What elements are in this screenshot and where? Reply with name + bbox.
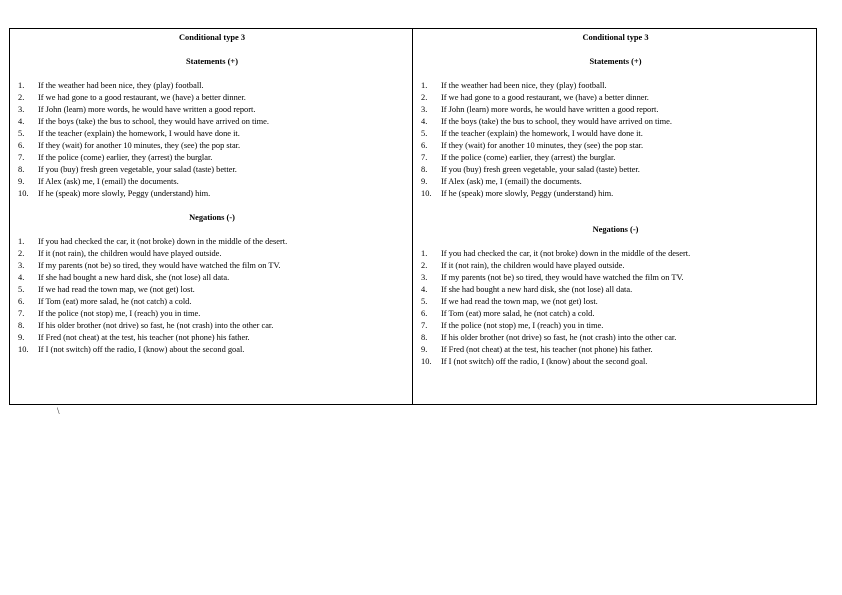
item-text: If we had read the town map, we (not get) lost. bbox=[38, 285, 195, 294]
item-number: 1. bbox=[18, 81, 25, 90]
list-item bbox=[18, 128, 406, 140]
statements-list bbox=[421, 80, 810, 200]
list-item bbox=[18, 296, 406, 308]
item-text: If it (not rain), the children would have played outside. bbox=[38, 249, 222, 258]
list-item bbox=[421, 272, 810, 284]
item-number: 8. bbox=[421, 165, 428, 174]
item-number: 10. bbox=[18, 345, 29, 354]
item-text: If they (wait) for another 10 minutes, they (see) the pop star. bbox=[441, 141, 644, 150]
item-text: If you (buy) fresh green vegetable, your salad (taste) better. bbox=[38, 165, 237, 174]
item-number: 2. bbox=[18, 93, 25, 102]
item-number: 3. bbox=[18, 261, 25, 270]
item-text: If the police (not stop) me, I (reach) you in time. bbox=[38, 309, 201, 318]
item-text: If his older brother (not drive) so fast, he (not crash) into the other car. bbox=[38, 321, 274, 330]
item-text: If Fred (not cheat) at the test, his teacher (not phone) his father. bbox=[38, 333, 250, 342]
list-item bbox=[18, 140, 406, 152]
item-number: 5. bbox=[18, 285, 25, 294]
item-number: 6. bbox=[18, 141, 25, 150]
item-number: 9. bbox=[18, 333, 25, 342]
list-item bbox=[421, 188, 810, 200]
worksheet-column-left bbox=[10, 29, 413, 404]
list-item bbox=[421, 260, 810, 272]
list-item bbox=[18, 188, 406, 200]
item-number: 2. bbox=[421, 93, 428, 102]
item-number: 9. bbox=[421, 177, 428, 186]
item-text: If he (speak) more slowly, Peggy (understand) him. bbox=[441, 189, 614, 198]
list-item bbox=[421, 284, 810, 296]
item-number: 1. bbox=[421, 81, 428, 90]
item-text: If my parents (not be) so tired, they would have watched the film on TV. bbox=[38, 261, 281, 270]
item-text: If I (not switch) off the radio, I (know) about the second goal. bbox=[441, 357, 648, 366]
item-number: 6. bbox=[421, 141, 428, 150]
item-number: 4. bbox=[18, 117, 25, 126]
list-item bbox=[421, 248, 810, 260]
item-text: If the boys (take) the bus to school, they would have arrived on time. bbox=[441, 117, 672, 126]
item-number: 3. bbox=[421, 273, 428, 282]
statements-heading: Statements (+) bbox=[186, 57, 238, 66]
statements-list bbox=[18, 80, 406, 200]
list-item bbox=[421, 164, 810, 176]
list-item bbox=[421, 320, 810, 332]
list-item bbox=[18, 284, 406, 296]
list-item bbox=[421, 308, 810, 320]
item-text: If the police (not stop) me, I (reach) you in time. bbox=[441, 321, 604, 330]
item-text: If he (speak) more slowly, Peggy (understand) him. bbox=[38, 189, 211, 198]
item-text: If John (learn) more words, he would have written a good report. bbox=[441, 105, 659, 114]
list-item bbox=[18, 332, 406, 344]
list-item bbox=[421, 344, 810, 356]
item-text: If John (learn) more words, he would have written a good report. bbox=[38, 105, 256, 114]
list-item bbox=[421, 92, 810, 104]
item-number: 8. bbox=[18, 321, 25, 330]
item-number: 7. bbox=[421, 153, 428, 162]
list-item bbox=[18, 92, 406, 104]
item-number: 4. bbox=[421, 285, 428, 294]
item-text: If Tom (eat) more salad, he (not catch) a cold. bbox=[441, 309, 595, 318]
item-text: If it (not rain), the children would have played outside. bbox=[441, 261, 625, 270]
item-text: If the teacher (explain) the homework, I would have done it. bbox=[441, 129, 643, 138]
list-item bbox=[18, 152, 406, 164]
list-item bbox=[18, 236, 406, 248]
list-item bbox=[421, 356, 810, 368]
item-number: 10. bbox=[18, 189, 29, 198]
item-number: 5. bbox=[421, 129, 428, 138]
item-text: If his older brother (not drive) so fast, he (not crash) into the other car. bbox=[441, 333, 677, 342]
list-item bbox=[18, 176, 406, 188]
item-number: 8. bbox=[18, 165, 25, 174]
list-item bbox=[18, 308, 406, 320]
item-text: If the police (come) earlier, they (arrest) the burglar. bbox=[441, 153, 616, 162]
list-item bbox=[18, 260, 406, 272]
item-text: If I (not switch) off the radio, I (know) about the second goal. bbox=[38, 345, 245, 354]
item-number: 7. bbox=[421, 321, 428, 330]
item-text: If Alex (ask) me, I (email) the documents. bbox=[441, 177, 582, 186]
list-item bbox=[421, 116, 810, 128]
item-number: 2. bbox=[421, 261, 428, 270]
item-text: If the police (come) earlier, they (arrest) the burglar. bbox=[38, 153, 213, 162]
item-text: If the boys (take) the bus to school, they would have arrived on time. bbox=[38, 117, 269, 126]
worksheet-table bbox=[9, 28, 817, 405]
item-text: If the teacher (explain) the homework, I would have done it. bbox=[38, 129, 240, 138]
item-number: 2. bbox=[18, 249, 25, 258]
item-number: 3. bbox=[421, 105, 428, 114]
item-text: If we had gone to a good restaurant, we (have) a better dinner. bbox=[38, 93, 246, 102]
item-text: If Alex (ask) me, I (email) the documents. bbox=[38, 177, 179, 186]
negations-heading: Negations (-) bbox=[189, 213, 235, 222]
list-item bbox=[18, 116, 406, 128]
stray-backslash-mark: \ bbox=[57, 406, 60, 416]
item-text: If she had bought a new hard disk, she (not lose) all data. bbox=[441, 285, 633, 294]
item-number: 3. bbox=[18, 105, 25, 114]
item-number: 6. bbox=[421, 309, 428, 318]
item-number: 7. bbox=[18, 309, 25, 318]
list-item bbox=[421, 140, 810, 152]
negations-heading: Negations (-) bbox=[592, 225, 639, 234]
item-text: If the weather had been nice, they (play) football. bbox=[38, 81, 204, 90]
item-text: If we had read the town map, we (not get) lost. bbox=[441, 297, 598, 306]
list-item bbox=[421, 176, 810, 188]
worksheet-title: Conditional type 3 bbox=[178, 33, 246, 42]
item-text: If they (wait) for another 10 minutes, they (see) the pop star. bbox=[38, 141, 241, 150]
list-item bbox=[18, 272, 406, 284]
list-item bbox=[421, 332, 810, 344]
worksheet-title: Conditional type 3 bbox=[582, 33, 649, 42]
list-item bbox=[18, 164, 406, 176]
item-text: If the weather had been nice, they (play) football. bbox=[441, 81, 607, 90]
item-text: If my parents (not be) so tired, they would have watched the film on TV. bbox=[441, 273, 684, 282]
list-item bbox=[421, 152, 810, 164]
worksheet-column-right bbox=[413, 29, 816, 404]
list-item bbox=[421, 80, 810, 92]
item-text: If Fred (not cheat) at the test, his teacher (not phone) his father. bbox=[441, 345, 653, 354]
item-number: 10. bbox=[421, 189, 432, 198]
item-text: If you had checked the car, it (not broke) down in the middle of the desert. bbox=[441, 249, 691, 258]
list-item bbox=[18, 320, 406, 332]
item-text: If you had checked the car, it (not broke) down in the middle of the desert. bbox=[38, 237, 288, 246]
list-item bbox=[18, 80, 406, 92]
item-text: If we had gone to a good restaurant, we (have) a better dinner. bbox=[441, 93, 649, 102]
item-number: 4. bbox=[421, 117, 428, 126]
item-number: 1. bbox=[421, 249, 428, 258]
item-number: 1. bbox=[18, 237, 25, 246]
list-item bbox=[18, 344, 406, 356]
negations-list bbox=[421, 248, 810, 368]
negations-list bbox=[18, 236, 406, 356]
item-number: 5. bbox=[18, 129, 25, 138]
item-number: 8. bbox=[421, 333, 428, 342]
item-number: 6. bbox=[18, 297, 25, 306]
list-item bbox=[18, 248, 406, 260]
item-number: 9. bbox=[18, 177, 25, 186]
item-number: 5. bbox=[421, 297, 428, 306]
list-item bbox=[421, 104, 810, 116]
statements-heading: Statements (+) bbox=[589, 57, 642, 66]
item-text: If she had bought a new hard disk, she (not lose) all data. bbox=[38, 273, 230, 282]
item-text: If Tom (eat) more salad, he (not catch) a cold. bbox=[38, 297, 192, 306]
list-item bbox=[421, 128, 810, 140]
item-number: 10. bbox=[421, 357, 432, 366]
list-item bbox=[18, 104, 406, 116]
item-number: 7. bbox=[18, 153, 25, 162]
item-number: 9. bbox=[421, 345, 428, 354]
item-text: If you (buy) fresh green vegetable, your salad (taste) better. bbox=[441, 165, 640, 174]
list-item bbox=[421, 296, 810, 308]
item-number: 4. bbox=[18, 273, 25, 282]
